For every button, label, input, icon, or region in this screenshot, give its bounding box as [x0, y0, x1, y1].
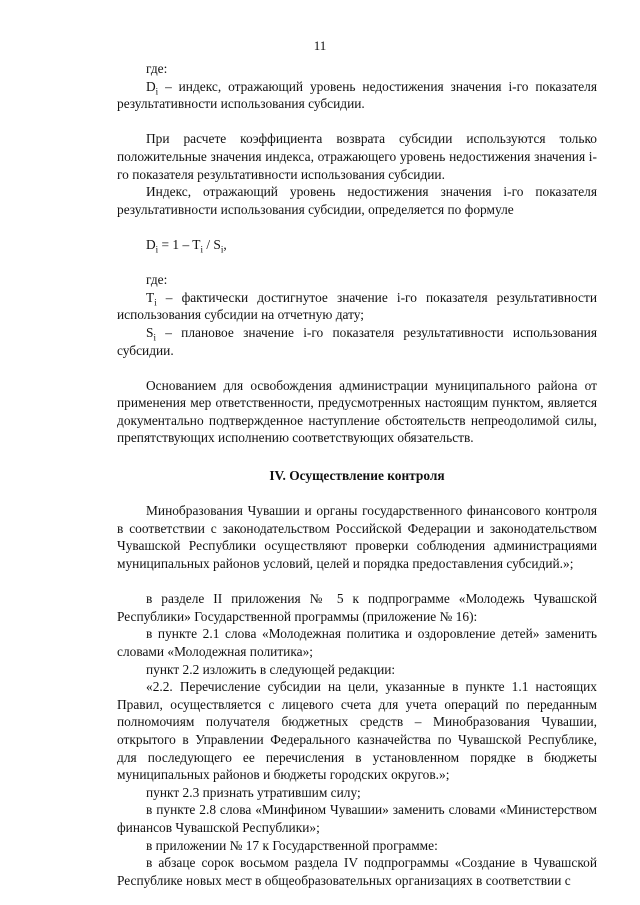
- formula-lhs: D: [146, 236, 156, 252]
- s-subscript: i: [153, 332, 156, 343]
- formula-lhs-sub: i: [155, 244, 159, 255]
- formula-div: / S: [202, 236, 221, 252]
- d-symbol: D: [146, 78, 156, 94]
- calc-paragraph: При расчете коэффициента возврата субсидии используются только положительные значения индекса, отражающего уровень недостижения значения i-го показателя результативности использования субсидии.: [117, 131, 597, 182]
- d-definition-text: – индекс, отражающий уровень недостижения значения i-го показателя результативности использования субсидии.: [117, 78, 597, 112]
- t-subscript: i: [154, 297, 157, 308]
- s-symbol: S: [146, 324, 154, 340]
- index-paragraph: Индекс, отражающий уровень недостижения значения i-го показателя результативности использования субсидии, определяется по формуле: [117, 184, 597, 217]
- where-label-1: где:: [146, 61, 168, 76]
- paragraph-48-paragraph: в абзаце сорок восьмом раздела IV подпрограммы «Создание в Чувашской Республике новых мест в общеобразовательных организациях в соответствии с: [117, 855, 597, 888]
- document-body: [117, 60, 597, 889]
- point28-paragraph: в пункте 2.8 слова «Минфином Чувашии» заменить словами «Министерством финансов Чувашской Республики»;: [117, 802, 597, 835]
- formula-end: ,: [223, 236, 227, 252]
- page-number: 11: [313, 38, 327, 53]
- point22-paragraph: пункт 2.2 изложить в следующей редакции:: [146, 661, 396, 677]
- formula: [117, 236, 597, 254]
- section-heading: IV. Осуществление контроля: [269, 468, 445, 484]
- t-definition: [117, 289, 597, 324]
- d-subscript: i: [155, 86, 159, 97]
- formula-div-sub: i: [220, 244, 224, 255]
- where-label-2: где:: [146, 272, 168, 288]
- control-paragraph: Минобразования Чувашии и органы государственного финансового контроля в соответствии с законодательством Российской Федерации и законодательством Чувашской Республики осуществляют проверки соблюдения администрациями муниципальных районов условий, целей и порядка предоставления субсидий.»;: [117, 503, 597, 572]
- appendix17-paragraph: в приложении № 17 к Государственной программе:: [146, 837, 438, 853]
- formula-mid: = 1 – T: [158, 236, 201, 252]
- point22-text-paragraph: «2.2. Перечисление субсидии на цели, указанные в пункте 1.1 настоящих Правил, осуществляется с лицевого счета для учета операций по переданным полномочиям получателя бюджетных средств – Минобразования Чувашии, открытого в Управлении Федерального казначейства по Чувашской Республике, для последующего ее перечисления в установленном порядке в бюджеты муниципальных районов и бюджеты городских округов.»;: [117, 679, 597, 783]
- d-definition: [117, 78, 597, 113]
- t-symbol: T: [146, 289, 155, 305]
- t-definition-text: – фактически достигнутое значение i-го показателя результативности использования субсидии на отчетную дату;: [117, 289, 597, 323]
- s-definition-text: – плановое значение i-го показателя результативности использования субсидии.: [117, 324, 597, 358]
- basis-paragraph: Основанием для освобождения администрации муниципального района от применения мер ответственности, предусмотренных настоящим пунктом, является документально подтвержденное наступление обстоятельств непреодолимой силы, препятствующих исполнению соответствующих обязательств.: [117, 377, 597, 446]
- formula-mid-sub: i: [200, 244, 203, 255]
- point23-paragraph: пункт 2.3 признать утратившим силу;: [146, 784, 361, 800]
- point21-paragraph: в пункте 2.1 слова «Молодежная политика и оздоровление детей» заменить словами «Молодежная политика»;: [117, 626, 597, 659]
- s-definition: [117, 324, 597, 359]
- section2-paragraph: в разделе II приложения № 5 к подпрограмме «Молодежь Чувашской Республики» Государственной программы (приложение № 16):: [117, 591, 597, 624]
